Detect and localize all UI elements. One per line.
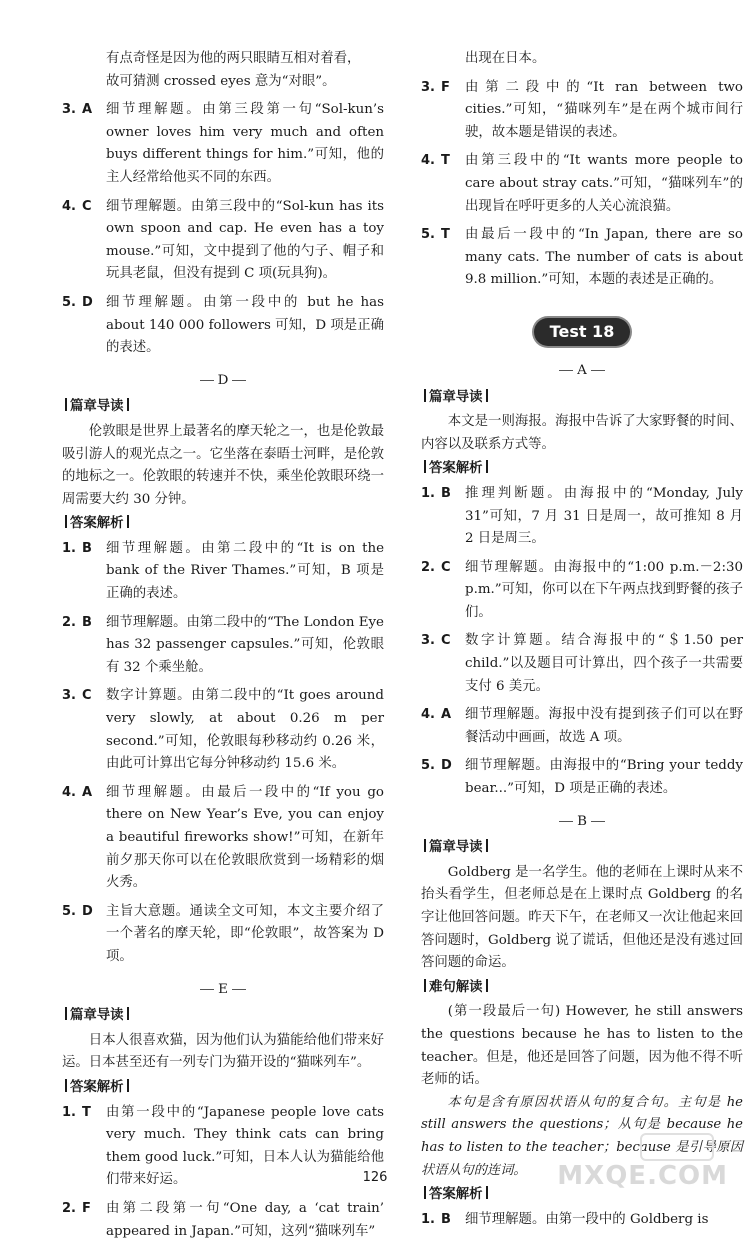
item-number: 1. [421,1211,435,1227]
item-text: 主旨大意题。通读全文可知，本文主要介绍了一个著名的摩天轮，即“伦敦眼”，故答案为 D 项。 [106,903,384,964]
answer-item [62,901,384,969]
item-text: 细节理解题。由海报中的“1:00 p.m.－2:30 p.m.”可知，你可以在下午两点找到野餐的孩子们。 [465,559,743,620]
item-text: 细节理解题。由第一段中的 Goldberg is [465,1211,709,1227]
item-answer: T [441,153,450,169]
item-answer: F [82,1200,91,1216]
item-number: 3. [421,79,435,95]
item-number: 1. [62,540,76,556]
item-number: 4. [62,198,76,214]
item-answer: C [82,198,92,214]
item-number: 4. [421,707,435,723]
item-number: 4. [62,784,76,800]
page-number: 126 [362,1170,388,1185]
hard-sentence-text: (第一段最后一句) However, he still answers the questions because he has to listen to the teacher。但是，他还是回答了问题，因为他不得不听老师的话。 [421,1004,743,1088]
item-answer: C [441,633,451,649]
guide-tag: 篇章导读 [62,396,384,419]
item-text: 细节理解题。海报中没有提到孩子们可以在野餐活动中画画，故选 A 项。 [465,707,743,745]
item-number: 5. [62,294,76,310]
hard-sentence-tag: 难句解读 [421,977,743,1000]
answer-item [62,99,384,189]
answer-tag: 答案解析 [421,458,743,481]
item-answer: C [441,559,451,575]
watermark-logo-icon [640,1133,714,1161]
guide-tag: 篇章导读 [62,1005,384,1028]
item-number: 1. [421,485,435,501]
item-answer: T [441,227,450,243]
item-answer: A [441,707,452,723]
guide-tag: 篇章导读 [421,837,743,860]
test-title-badge: Test 18 [534,318,630,346]
answer-item [421,755,743,800]
item-number: 1. [62,1104,76,1120]
item-text: 由第二段第一句“One day, a ‘cat train’ appeared in Japan.”可知，这列“猫咪列车” [106,1200,384,1239]
item-answer: A [82,784,93,800]
answer-item [421,224,743,292]
item-text: 细节理解题。由第三段第一句“Sol-kun’s owner loves him very much and often buys different things for him.”可知，他的主人经常给他买不同的东西。 [106,102,384,185]
item-text: 细节理解题。由第一段中的 but he has about 140 000 followers 可知，D 项是正确的表述。 [106,294,384,356]
watermark: MXQE.COM [557,1161,728,1191]
item-answer: B [441,1211,451,1227]
section-heading-e: E [62,979,384,1002]
item-number: 3. [62,688,76,704]
guide-text: 本文是一则海报。海报中告诉了大家野餐的时间、内容以及联系方式等。 [421,414,743,452]
item-number: 3. [62,102,76,118]
item-text: 由第一段中的“Japanese people love cats very much. They think cats can bring them good luck.”可知，日本人认为猫能给他们带来好运。 [106,1104,384,1188]
answer-item [62,685,384,775]
item-answer: T [82,1104,91,1120]
answer-item [421,77,743,145]
item-text: 推理判断题。由海报中的“Monday, July 31”可知，7 月 31 日是周一，故可推知 8 月 2 日是周三。 [465,485,743,547]
answer-item [421,483,743,551]
answer-item [421,1209,743,1232]
guide-text: 伦敦眼是世界上最著名的摩天轮之一，也是伦敦最吸引游人的观光点之一。它坐落在泰晤士河畔，是伦敦的地标之一。伦敦眼的转速并不快，乘坐伦敦眼环绕一周需要大约 30 分钟。 [62,423,384,507]
item-number: 2. [421,559,435,575]
item-answer: D [441,758,452,774]
item-text: 细节理解题。由最后一段中的“If you go there on New Year’s Eve, you can enjoy a beautiful fireworks show!”可知，在新年前夕那天你可以在伦敦眼欣赏到一场精彩的烟火秀。 [106,784,384,891]
item-text: 由第二段中的“It ran between two cities.”可知，“猫咪列车”是在两个城市间行驶，故本题是错误的表述。 [465,79,743,140]
section-heading-b: B [421,811,743,834]
answer-item [421,150,743,218]
item-number: 4. [421,153,435,169]
item-answer: B [441,485,451,501]
guide-text: 日本人很喜欢猫，因为他们认为猫能给他们带来好运。日本甚至还有一列专门为猫开设的“猫咪列车”。 [62,1032,384,1071]
intro-line: 故可猜测 crossed eyes 意为“对眼”。 [106,73,336,89]
guide-tag: 篇章导读 [421,387,743,410]
item-number: 2. [62,614,76,630]
answer-tag: 答案解析 [62,513,384,536]
answer-item [62,538,384,606]
right-column [421,48,743,1237]
answer-item [62,292,384,360]
answer-item [62,782,384,895]
item-answer: A [82,102,93,118]
grammar-note: 本句是含有原因状语从句的复合句。主句是 he still answers the questions；从句是 because he has to listen to the teacher；because 是引导原因状语从句的连词。 [421,1094,743,1178]
item-number: 5. [421,227,435,243]
item-text: 由第三段中的“It wants more people to care about stray cats.”可知，“猫咪列车”的出现旨在呼吁更多的人关心流浪猫。 [465,153,743,214]
intro-line: 有点奇怪是因为他的两只眼睛互相对着看， [106,51,361,66]
answer-item [62,1198,384,1243]
item-text: 由最后一段中的“In Japan, there are so many cats. The number of cats is about 9.8 million.”可知，本题的表述是正确的。 [465,227,743,288]
answer-tag: 答案解析 [421,1184,743,1207]
answer-item [421,557,743,625]
continued-line: 出现在日本。 [465,51,546,66]
item-answer: C [82,688,92,704]
item-text: 细节理解题。由第二段中的“The London Eye has 32 passenger capsules.”可知，伦敦眼有 32 个乘坐舱。 [106,614,384,675]
item-answer: D [82,903,93,919]
item-number: 3. [421,633,435,649]
section-heading-d: D [62,370,384,393]
item-answer: B [82,614,92,630]
item-number: 2. [62,1200,76,1216]
item-number: 5. [62,903,76,919]
item-answer: B [82,540,92,556]
answer-item [62,612,384,680]
item-answer: F [441,79,450,95]
guide-text: Goldberg 是一名学生。他的老师在上课时从来不抬头看学生，但老师总是在上课时点 Goldberg 的名字让他回答问题。昨天下午，在老师又一次让他起来回答问题时，Goldberg 说了谎话，但他还是没有逃过回答问题的命运。 [421,864,743,971]
item-text: 细节理解题。由第二段中的“It is on the bank of the River Thames.”可知，B 项是正确的表述。 [106,540,384,602]
item-text: 细节理解题。由第三段中的“Sol-kun has its own spoon and cap. He even has a toy mouse.”可知，文中提到了他的勺子、帽子和玩具老鼠，但没有提到 C 项(玩具狗)。 [106,198,384,282]
section-heading-a: A [421,360,743,383]
item-answer: D [82,294,93,310]
answer-item [421,704,743,749]
left-column [62,48,384,1249]
item-text: 数字计算题。由第二段中的“It goes around very slowly, at about 0.26 m per second.”可知，伦敦眼每秒移动约 0.26 米，由此可计算出它每分钟移动约 15.6 米。 [106,688,384,772]
item-text: 细节理解题。由海报中的“Bring your teddy bear...”可知，D 项是正确的表述。 [465,758,743,797]
item-number: 5. [421,758,435,774]
answer-item [421,630,743,698]
answer-item [62,196,384,286]
answer-tag: 答案解析 [62,1077,384,1100]
item-text: 数字计算题。结合海报中的“＄1.50 per child.”以及题目可计算出，四个孩子一共需要支付 6 美元。 [465,633,743,694]
